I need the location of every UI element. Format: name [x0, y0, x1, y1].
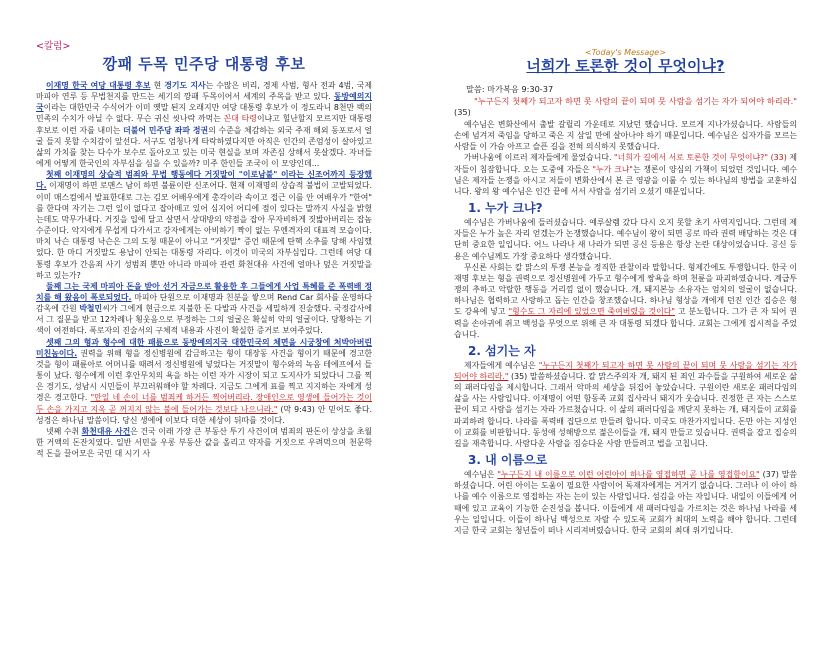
- body-text: 무신론 사회는 칼 맑스의 투쟁 본능을 정직한 관찰이라 말합니다. 형제간에도 투쟁합니다. 한국 이재명 후보는 형을 권력으로 정신병원에 가두고 형수에게 쌍욕을 하며 천륜을 파괴하였습니다. 계급투쟁의 추하고 악랄한 행동을 거리낌 없이 했습니다. 개, 돼지본능 소유자는 엄치의 얼굴이 없습니다. 하나님은 협력하고 사랑하고 돕는 인간을 창조했습니다. 하나님 형상을 개에게 던진 인간 집승은 형도 강욕에 넣고: [454, 262, 797, 317]
- body-text: 는 쟁론이 양심의 가책이 되었던 것입니다. 예수님은 제자들 논쟁을 아시고 저들이 변화산에서 본 큰 영광을 이룰 수 있는 하나님의 방법을 교훈하십니다. 왕의 왕 예수님은 인간 끝에 서서 사람을 섬기러 오셨기 때문입니다.: [454, 164, 798, 196]
- body-text: 의 수준을 체감하는 외국 주재 해외 동포로서 얼굴 들지 못할 수치감이 앞선다. 서구도 엄청나게 타락하였다지만 아직은 인간의 존엄성이 살아있고 삶의 가치를 찾는 다수가 보수로 돌아오고 있는 미국 현실을 보며 자존심 상해서 못살겠다. 자녀들에게 어떻게 한국인의 자부심을 심을 수 있을까? 미주 한인들 조국이 이 모양인데...: [36, 125, 373, 169]
- scripture-quote: "누구든지 내 이름으로 이런 어린아이 하나를 영접하면 곧 나를 영접함이요": [497, 470, 760, 480]
- paragraph-3: [36, 281, 372, 337]
- highlight-text: "누가 크냐": [592, 164, 633, 174]
- highlight-text: 첫째 이재명의 상습적 범죄와 무법 행동에다 거짓말이 "이로남불" 이라는 신조어까지 등장했다.: [36, 170, 372, 191]
- scripture-reference: 말씀: 마가복음 9:30-37: [466, 84, 554, 94]
- highlight-text: 셋째 그의 형과 형수에 대한 패륜으로 동방예의지국 대한민국의 체면을 시궁창에 처박아버린 미친놈이다.: [36, 337, 372, 358]
- scripture-quote: "만일 네 손이 너를 범죄케 하거든 찍어버리라. 장애인으로 영생에 들어가는 것이 두 손을 가지고 지옥 곧 꺼지지 않는 불에 들어가는 것보다 나으니라.": [36, 393, 372, 414]
- highlight-text: 이재명 한국 여당 대통령 후보: [46, 81, 151, 90]
- body-text: 씨가 그에게 현금으로 지불한 돈 다발과 사건을 세밀하게 진술했다. 국정감사에서 그 질문을 받고 12차례나 횡웃음으로 부정하는 그의 얼굴은 확실히 악의 얼굴이다. 당황하는 기색이 여전하다. 폭로자의 진술서의 구체적 내용과 사진이 확실한 증거로 보여주었다.: [36, 304, 372, 336]
- body-text: (35) 말씀하셨습니다. 칼 맑스주의자 개, 돼지 된 죄인 과수들을 구원하여 세로운 삶의 패러다임을 제시합니다. 그래서 악마의 세상을 뒤집어 놓았습니다. 구원이란 새로운 패러다임의 삶을 사는 사람입니다. 이재명이 어떤 함동족 교회 집사라니 돼지가 웃습니다. 진정한 큰 자는 스스로 끝이 되고 사람을 섬기는 자라 가르쳤습니다. 이 삶의 패러다임을 깨닫지 못하는 개, 돼지들이 교회를 파괴하려 합니다. 나라를 폭력배 집단으로 만들려 합니다. 미국도 마찬가지입니다. 돈만 아는 지성인이 교회를 비판합니다. 동성애 성해방으로 젊은이들을 개, 돼지 만들고 있습니다. 권력을 잡고 집승의 길을 재촉합니다. 사람다운 사람을 짐승다운 사람 만들려고 법을 고칩니다.: [454, 371, 797, 448]
- paragraph-4: [36, 337, 372, 426]
- scripture-quote: "너희가 길에서 서로 토론한 것이 무엇이냐?" (33): [614, 153, 787, 163]
- body-text: 제자들이 침잠합니다. 오는 도중에 자들은: [454, 153, 797, 174]
- section-heading-3: 3. 내 이름으로: [468, 453, 548, 468]
- body-text: (막 9:43) 안 믿어도 좋다. 성경은 하나님 말씀이다. 당신 생에에 이보다 더한 세상이 뒤따를 것이다.: [36, 404, 372, 425]
- column-tag: <칼럼>: [36, 41, 71, 52]
- message-paragraph-4: [454, 262, 797, 340]
- highlight-text: 둘째 그는 국제 마피아 돈을 받아 선거 자금으로 활용한 후 그들에게 사업 특혜를 준 폭력배 정치를 해 왔음이 폭로되었다.: [36, 281, 372, 302]
- message-tag: <Today's Message>: [585, 48, 666, 57]
- scripture-quote: "누구든지 첫째가 되고자 하면 못 사람의 끝이 되며 뭇 사람을 섬기는 자가 되어야 하리라.": [454, 360, 797, 381]
- message-paragraph-2: [454, 152, 797, 197]
- key-verse-text: "누구든지 첫째가 되고자 하면 못 사람의 끝이 되며 뭇 사람을 섬기는 자가 되어야 하리라.": [474, 96, 797, 106]
- message-paragraph-5: [454, 360, 797, 449]
- body-text: 이라는 대한민국 수식어가 이미 옛말 된지 오래지만 여당 대통령 후보가 이 정도라니 8천만 백의민족의 수치가 아닐 수 없다. 무슨 귀신 씻나락 까먹는: [36, 103, 372, 124]
- right-column-page: [418, 0, 835, 645]
- body-text: 제자들에게 예수님은: [464, 360, 539, 370]
- paragraph-2: [36, 169, 372, 281]
- paragraph-5: [36, 426, 372, 459]
- body-text: 은 건국 이래 가장 큰 부동산 투기 사건이며 범죄의 판돈이 상상을 초월한 거액의 돈잔치였다. 일반 서민을 우롱 부동산 값을 올리고 약자를 거짓으로 우려먹으며 천문학적 돈을 끌어모은 국민 대 시기 사: [36, 426, 372, 459]
- body-text: 넷째 수취: [46, 426, 82, 436]
- body-text: 예수님은: [464, 470, 498, 480]
- highlight-text: 꼰대 타령: [223, 114, 257, 124]
- body-text: 권력을 위해 형을 정신병원에 감금하고는 형이 대장동 사건을 형이기 때문에 경고한 것을 형이 패륜아로 어머니를 때려서 정신병원에 넣었다는 거짓말이 형수와의 녹음 테에프에서 들통이 났다. 형수에게 이런 후안무치의 욕을 하는 이런 자가 시장이 되고 도지사가 되었다니 그를 찍은 경기도, 성남시 시민들이 부끄러워해야 할 차례다. 지금도 그에게 표를 찍고 지지하는 자에게 성경은 경고한다.: [36, 348, 372, 403]
- body-text: 고 분노합니다. 그가 큰 자 되어 권력을 손아귀에 쥐고 백성을 무엇으로 위해 큰 자 대통령 되겠다 합니다. 교회는 그에게 집시적을 주었습니다.: [454, 307, 797, 339]
- body-text: 이냐고 힐난할지 모르지만 대통령 후보로 이런 자를 내미는: [36, 114, 373, 135]
- section-heading-2: 2. 섬기는 자: [468, 343, 536, 358]
- body-text: (37) 말씀하셨습니다. 어린 아이는 도움이 필요한 사람이어 독재자에게는 거거기 없습니다. 그러나 이 아이 하나를 예수 이름으로 영접하는 자는 는이 있는 사람입니다. 섬김을 아는 자입니다. 내일이 이들에게 어때에 있고 교육이 기능한 순진성을 봅니다. 이들에게 새 패러다임을 가르치는 것은 하나님 나라를 세우는 일입니다. 이들이 하나님 백성으로 자랄 수 있도록 교회가 최대의 노력을 해야 합니다. 그런데 지금 한국 교회는 청년들이 떠나 시리져버렸습니다. 한국 교회의 최대 위기입니다.: [454, 470, 797, 535]
- body-text: 마피아 단원으로 이재명과 친분을 쌓으며 Rend Car 회사를 운영하다 감옥에 간원: [36, 292, 372, 314]
- message-paragraph-6: [454, 469, 797, 536]
- highlight-text: 화천대유 사건: [81, 426, 131, 436]
- paragraph-1: [36, 80, 372, 169]
- highlight-text: 동방예의지국: [36, 92, 372, 113]
- highlight-text: 박철민: [79, 304, 103, 314]
- key-verse: [454, 96, 797, 118]
- key-verse-number: (35): [454, 107, 471, 117]
- message-title: 너희가 토론한 것이 무엇이냐?: [526, 57, 725, 75]
- highlight-text: 더불어 민주당 좌파 정권: [123, 125, 209, 135]
- highlight-text: 경기도 지사: [164, 81, 206, 90]
- column-title: 깡패 두목 민주당 대통령 후보: [102, 55, 306, 73]
- section-heading-1: 1. 누가 크냐?: [468, 201, 543, 216]
- body-text: 가버나움에 이르러 제자들에게 물었습니다.: [464, 153, 615, 163]
- message-paragraph-1: 예수님은 변화산에서 출발 갈릴리 가운데로 지났던 헀습니다. 모르게 지나가셨습니다. 사람들의 손에 넘겨져 죽임을 당하고 죽은 지 삼일 만에 살아나야 하기 때문입니다. 예수님은 십자가를 모르는 사람들 이 가슴 아프고 슬픈 길을 전혀 의식하지 못했습니다.: [454, 120, 797, 152]
- highlight-text: "형수도 그 자리에 있었으면 죽여버렸을 것이다": [508, 307, 676, 317]
- message-paragraph-3: 예수님은 가버나움에 들러셨습니다. 예루살렘 갔다 다시 오지 못할 초기 사역지입니다. 그런데 제자들은 누가 높은 자리 얻겠는가 논쟁했습니다. 예수님이 왕이 되면 공로 따라 권력 배당하는 것은 대단히 중요한 일입니다. 어느 나라나 새 나라가 되면 공신 등용은 항상 논란 대상이었습니다. 공신 등용은 예수님께도 가장 중요하다 생각했습니다.: [454, 218, 797, 261]
- body-text: 현: [150, 81, 165, 90]
- body-text: 는 수많은 비리, 경제 사범, 형사 전과 4범, 국제 마피아 연루 등 무법천지를 만드는 세기의 깡패 두목이어서 세계의 주목을 받고 있다.: [36, 81, 372, 102]
- body-text: 이재명이 하면 로맨스 남이 하면 불륜이란 신조어다. 현재 이재명의 상습적 불법이 고발되었다. 이미 매스컴에서 발표한대로 그는 김모 어배우에게 총각이라 속이고 접근 이를 안 여배우가 "한여" 를 한다며 자기는 그런 일이 없다고 잡아떼고 있어 심지어 어디에 점이 있다는 말까지 사실을 밝혔는데도 막무가내다. 거짓을 입에 달고 살면서 상대방의 약점을 잡아 무자비하게 짓밟아버리는 잡놈 수준이다. 악지에게 무섭게 다가서고 강자에게는 아비하기 짝이 없는 무엔격자의 대표적 모습이다. 마치 낙슨 대통령 낙슨은 그의 도청 때문이 아니고 "거짓말" 증언 때문에 탄핵 소추를 당해 사임했었다. 한 마디 거짓말도 용납이 안되는 대통령 자리다. 이것이 미국의 자부심입다. 그런데 여당 대통령 후보가 간음죄 사기 성범죄 뿐만 아니라 마피아 관련 화천대유 사건에 얼마나 덮은 거짓말을 하고 있는가?: [36, 181, 372, 280]
